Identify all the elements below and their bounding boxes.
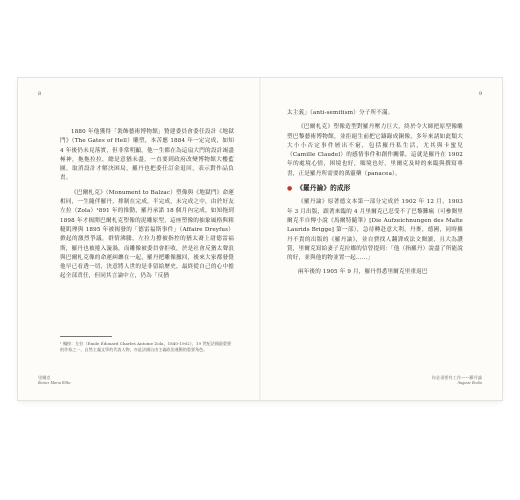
right-paragraph-2: 《巴爾札克》塑像造型對羅丹壓力巨大，終於令大師把原型像雕塑巴黎藝術博物館，並拒絕生前把它鑄錄成銅像，多年來諸如此類大大小小否定事件層出不窮，包括羅丹私生活，尤其與卡蜜兒（Camille Claudel）的感情事件和創作關係，這就是羅丹在 1902 年的處境心情，困境也好，順境也好，里爾克及時的來臨與撰寫專書，正是羅丹所需要的萬靈藥（panacea）。 — [287, 124, 463, 177]
left-page-number: 8 — [38, 91, 42, 97]
left-paragraph-2: 《巴爾札克》（Monument to Balzac）塑像與《地獄門》命運相同，一生隨伴羅丹，排制在完成，半完成，未完成之中，由於好友左拉（Zola）¹891 年的推動，羅丹承諾 18 個月內完成，如知拖到 1898 年才揭開巴爾札克塑像的泥雕原型，這座塑像的抽象風格與粗糙肌理與 1895 年被揭發的「德雷福斯事件」（Affaire Dreyfus）掀起的激烈爭議，群情沸騰，左拉力撐被指控的猶太裔上尉德雷福斯，羅丹也被捲入漩渦，而雕像被委員會拒收，於是社會反猶太聲浪與巴爾札克像的命運糾纏在一起，羅丹把雕像撤回，後來大家都發覺他早已看透一切，決意將人世的是非留給歷史，最終從自己的心中擔起全部責任，但同其言論中立，仍為「反猶 — [60, 189, 234, 280]
left-footer-author: 里爾克 — [38, 374, 51, 380]
section-heading — [287, 184, 463, 193]
left-page — [18, 78, 259, 400]
right-paragraph-3: 《羅丹論》原著德文本第一部分完成於 1902 年 12 月，1903 年 3 月出版，跟著來臨的 4 月里爾克已忍受不了巴黎難瘋（可參閱里爾克半自傳小說《馬爾特隨筆》[Die Aufzeichnungen des Malte Laurids Brigge] 第一部），急待轉赴意大利，丹麥，德國，同時羅丹不貴的出版的《羅丹論》，並自費找人翻譯成法文閱讀，且大為讚賞，里爾克寫給妻子克拉娜的信曾提到：「他（指羅丹）說盡了所能說的好，並與他的物並置一起……」 — [287, 199, 463, 262]
section-heading-text: 《羅丹論》的成形 — [296, 184, 351, 193]
right-running-footer — [432, 375, 482, 386]
left-running-footer — [38, 375, 71, 386]
right-paragraph-4: 兩年後的 1905 年 9 月，羅丹得悉里爾克里重返巴 — [298, 269, 428, 276]
right-page-number: 9 — [478, 91, 482, 97]
right-footer-title-latin: Auguste Rodin — [457, 380, 482, 386]
left-footer-author-latin: Rainer Maria Rilke — [38, 380, 71, 386]
footnote-rule — [60, 336, 112, 337]
right-page-body — [287, 109, 463, 283]
right-paragraph-1: 太主義」（anti-semitism）分子所不滿。 — [287, 110, 394, 116]
right-footer-title: 你必須要有工作——羅丹論 — [431, 374, 482, 380]
book-spread — [18, 78, 502, 400]
left-page-body — [60, 128, 234, 287]
section-bullet-icon: ● — [287, 185, 293, 193]
right-page — [261, 78, 502, 400]
left-paragraph-1: 1880 年他獲得「裝飾藝術博物館」贊建委員會委任設計《地獄門》（The Gates of Hell）雕塑，本苦應 1884 年一定完成，如知 4 年後仍未見落實，但非常明顯，他一生都在為這扇大門的設計竭盡極神，拖拖拉拉，總是意猶未盡，一直要到政府改變博物館大樓藍圖，取消設計才解決困局，羅丹也把委任訂金退回，表示對作品負責。 — [60, 129, 234, 182]
left-footnote: ¹ 編按：左拉（Émile Édouard Charles Antoine Zola，1840-1902），19 世紀法國最重要的作家之一，自然主義文學的代表人物，亦是法國自由主義政治運動的重要角色。 — [60, 341, 232, 353]
